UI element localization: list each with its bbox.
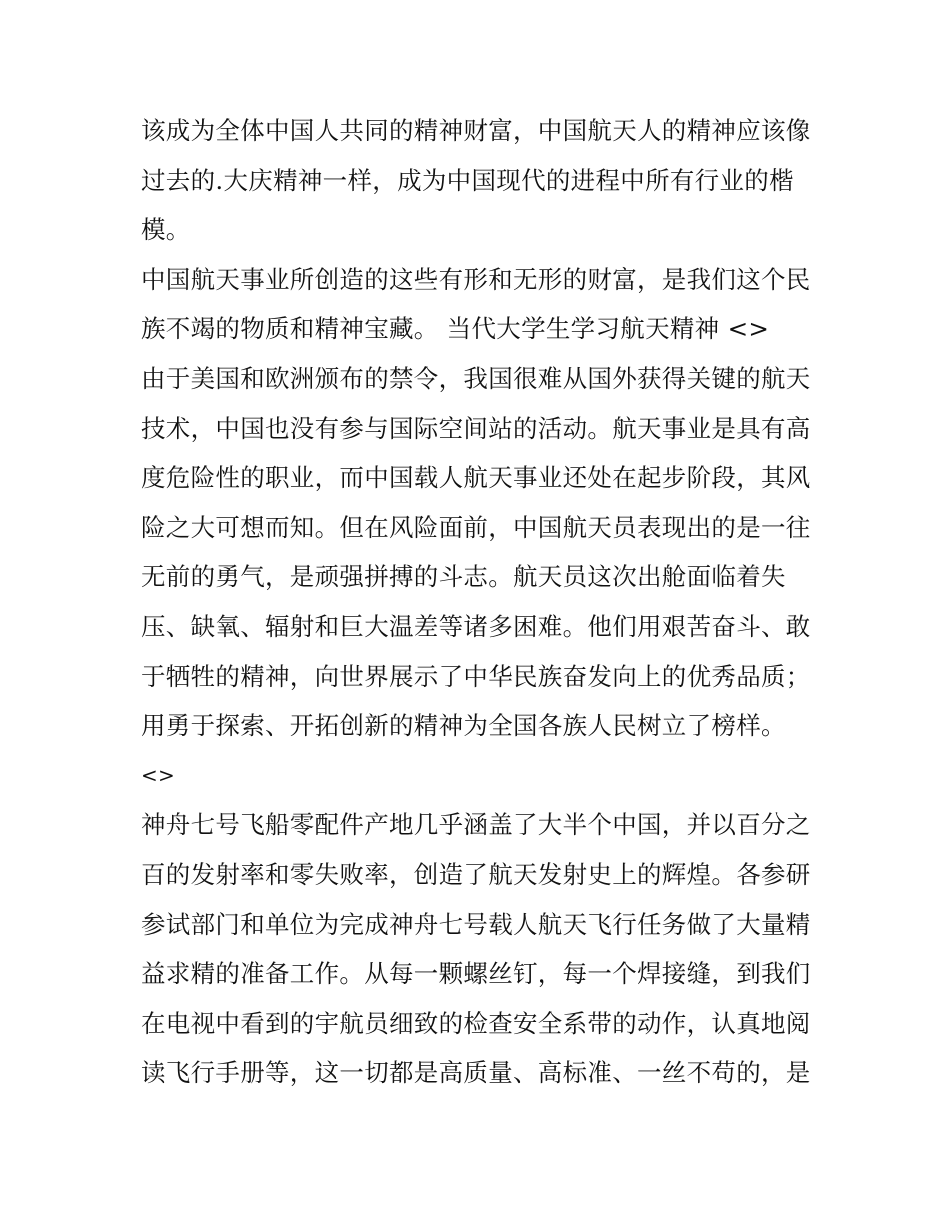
text-line: 在电视中看到的宇航员细致的检查安全系带的动作，认真地阅 [141, 1008, 811, 1038]
text-line: 百的发射率和零失败率，创造了航天发射史上的辉煌。各参研 [141, 859, 811, 889]
document-body [141, 106, 821, 1098]
text-line: 益求精的准备工作。从每一颗螺丝钉，每一个焊接缝，到我们 [141, 959, 811, 989]
text-line: 族不竭的物质和精神宝藏。 当代大学生学习航天精神 <> [141, 314, 770, 344]
text-line: 中国航天事业所创造的这些有形和无形的财富，是我们这个民 [141, 264, 811, 294]
text-line: 神舟七号飞船零配件产地几乎涵盖了大半个中国，并以百分之 [141, 810, 811, 840]
text-line: 度危险性的职业，而中国载人航天事业还处在起步阶段，其风 [141, 463, 811, 493]
text-line: 技术，中国也没有参与国际空间站的活动。航天事业是具有高 [141, 413, 811, 443]
text-line: 参试部门和单位为完成神舟七号载人航天飞行任务做了大量精 [141, 909, 811, 939]
text-line: 过去的.大庆精神一样，成为中国现代的进程中所有行业的楷 [141, 165, 794, 195]
text-line: 该成为全体中国人共同的精神财富，中国航天人的精神应该像 [141, 116, 811, 145]
text-line: 读飞行手册等，这一切都是高质量、高标准、一丝不苟的，是 [141, 1058, 811, 1088]
text-line: <> [141, 762, 176, 787]
text-line: 用勇于探索、开拓创新的精神为全国各族人民树立了榜样。 [141, 711, 786, 741]
text-line: 由于美国和欧洲颁布的禁令，我国很难从国外获得关键的航天 [141, 363, 811, 393]
text-line: 险之大可想而知。但在风险面前，中国航天员表现出的是一往 [141, 512, 811, 542]
text-line: 压、缺氧、辐射和巨大温差等诸多困难。他们用艰苦奋斗、敢 [141, 611, 811, 641]
text-line: 于牺牲的精神，向世界展示了中华民族奋发向上的优秀品质； [141, 661, 811, 691]
text-line: 无前的勇气，是顽强拼搏的斗志。航天员这次出舱面临着失 [141, 562, 786, 592]
text-line: 模。 [141, 215, 191, 245]
